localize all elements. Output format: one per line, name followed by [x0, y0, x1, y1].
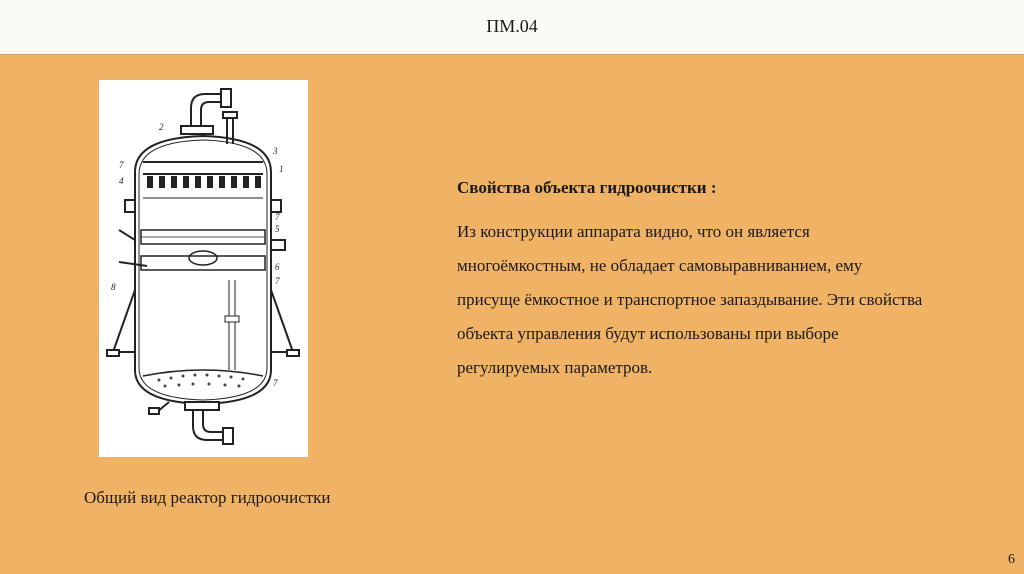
callout-5: 5	[275, 224, 280, 234]
body-paragraph: Из конструкции аппарата видно, что он является многоёмкостным, не обладает самовыравниванием, ему присуще ёмкостное и транспортное запаздывание. Эти свойства объекта управления будут использованы при выборе регулируемых параметров.	[457, 222, 923, 377]
slide-title: ПМ.04	[486, 16, 538, 36]
callout-6: 6	[275, 262, 280, 272]
page-number: 6	[1008, 552, 1015, 567]
callout-2: 2	[159, 122, 164, 132]
reactor-figure	[99, 80, 308, 457]
section-heading: Свойства объекта гидроочистки :	[457, 178, 717, 197]
header-bar	[0, 0, 1024, 55]
callout-4: 4	[119, 176, 124, 186]
callout-8: 8	[111, 282, 116, 292]
callout-1: 1	[279, 164, 284, 174]
callout-7c: 7	[275, 276, 280, 286]
reactor-diagram	[99, 80, 308, 457]
callout-3: 3	[273, 146, 278, 156]
callout-7: 7	[119, 160, 124, 170]
callout-7b: 7	[275, 212, 280, 222]
callout-7d: 7	[273, 378, 278, 388]
figure-caption: Общий вид реактор гидроочистки	[84, 488, 331, 507]
